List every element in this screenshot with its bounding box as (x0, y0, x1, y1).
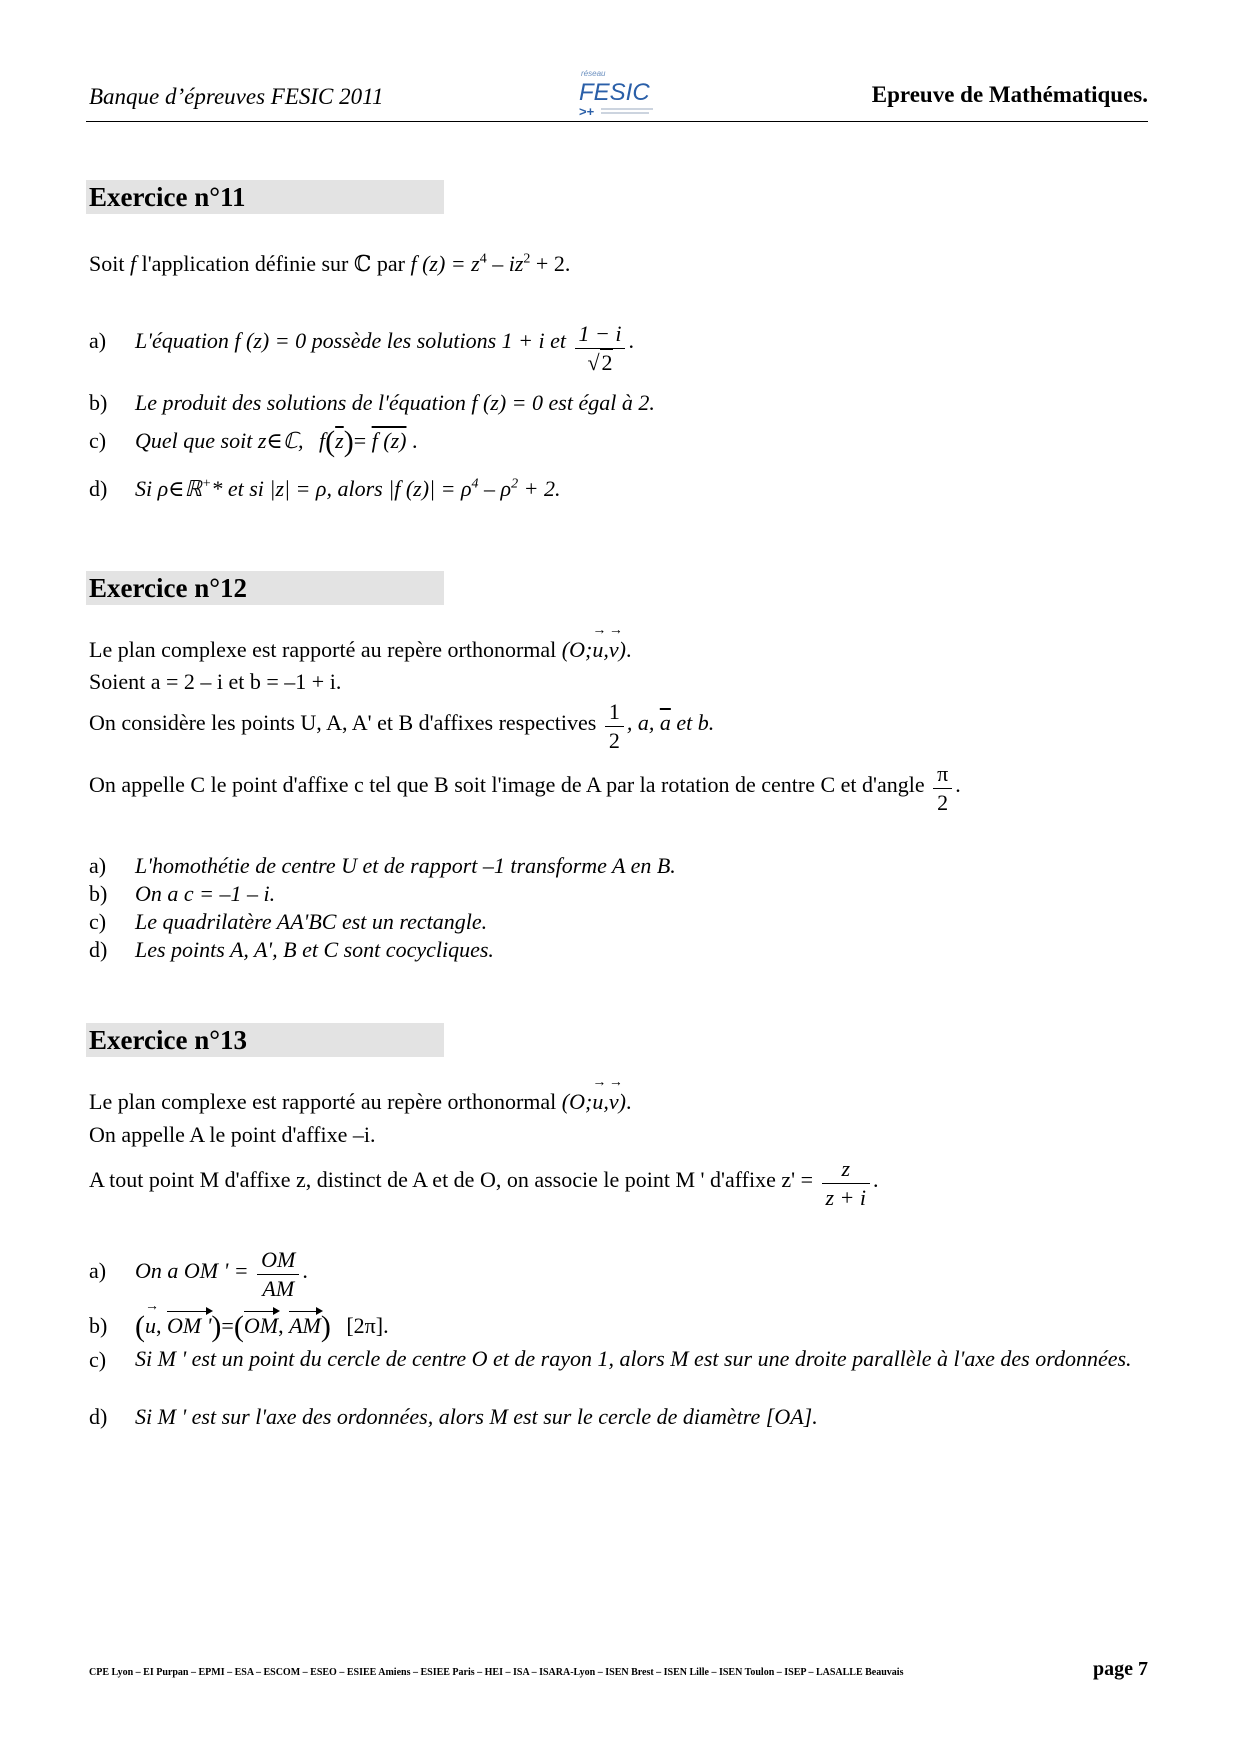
header-exam-title: Epreuve de Mathématiques. (871, 82, 1148, 107)
exercise-13-item-d: d) Si M ' est sur l'axe des ordonnées, alors M est sur le cercle de diamètre [OA]. (89, 1404, 818, 1429)
exercise-11-title: Exercice n°11 (86, 180, 444, 214)
exercise-11-item-d: d) Si ρ∈ℝ+* et si |z| = ρ, alors |f $(z)| = \rho^4 - \rho^2 + 2$. (89, 476, 561, 501)
exercise-12-line-1: Le plan complexe est rapporté au repère orthonormal (O;→ u,→ v). (89, 637, 631, 663)
exercise-11-item-a: a) L'équation f (z) = 0 possède les solutions 1 + i et $\frac{1 - i}{√2}$ . (89, 321, 634, 375)
exercise-12-line-2: Soient a = 2 – i et b = –1 + i. (89, 669, 342, 694)
exercise-12-line-3: On considère les points U, A, A' et B d'affixes respectives $\frac{1}{2}$ , a, $\overline{a}$ et b. (89, 699, 715, 753)
exercise-13-item-c-label: c) (89, 1347, 107, 1372)
exercise-13-item-a: a) On a OM ' = $\frac{OM}{AM}$ . (89, 1247, 308, 1301)
exercise-12-line-4: On appelle C le point d'affixe c tel que B soit l'image de A par la rotation de centre C et d'angle $\frac{\pi}{2}$ . (89, 761, 961, 815)
exercise-12-item-c: c) Le quadrilatère AA'BC est un rectangle. (89, 909, 488, 934)
exercise-11-item-b: b) Le produit des solutions de l'équation f (z) = 0 est égal à 2. (89, 390, 655, 415)
exercise-13-item-b: b) (→ u, OM ')=(OM, AM) [2π]. (89, 1310, 389, 1344)
exercise-13-line-3: A tout point M d'affixe z, distinct de A et de O, on associe le point M ' d'affixe z' = $\frac{z}{z + i}$ . (89, 1156, 879, 1210)
page-number: page 7 (1093, 1658, 1148, 1680)
exercise-13-line-1: Le plan complexe est rapporté au repère orthonormal (O;→ u,→ v). (89, 1089, 631, 1115)
exercise-12-item-b: b) On a c = –1 – i. (89, 881, 276, 906)
header-divider (86, 121, 1148, 122)
exercise-13-title: Exercice n°13 (86, 1023, 444, 1057)
exercise-11-intro: Soit f l'application définie sur ℂ par f $(z) = z^4 - iz^2 + 2$. (89, 251, 571, 276)
footer-schools: CPE Lyon – EI Purpan – EPMI – ESA – ESCOM – ESEO – ESIEE Amiens – ESIEE Paris – HEI – ISA – ISARA-Lyon – ISEN Brest – ISEN Lille – ISEN Toulon – ISEP – LASALLE Beauvais (89, 1667, 904, 1678)
svg-text:réseau: réseau (581, 69, 606, 78)
exercise-12-title: Exercice n°12 (86, 571, 444, 605)
exercise-12-item-a: a) L'homothétie de centre U et de rapport –1 transforme A en B. (89, 853, 676, 878)
svg-text:FESIC: FESIC (579, 79, 650, 106)
svg-text:>+: >+ (579, 104, 595, 119)
fesic-logo (575, 64, 667, 120)
header-exam-bank: Banque d’épreuves FESIC 2011 (89, 84, 384, 109)
exercise-12-item-d: d) Les points A, A', B et C sont cocycliques. (89, 937, 494, 962)
exercise-13-item-c: Si M ' est un point du cercle de centre O et de rayon 1, alors M est sur une droite parallèle à l'axe des ordonnées. (135, 1346, 1132, 1371)
exercise-13-line-2: On appelle A le point d'affixe –i. (89, 1122, 376, 1147)
exercise-11-item-c: c) Quel que soit z∈ℂ, $f(\overline{z})= f$ (z) . (89, 425, 418, 458)
